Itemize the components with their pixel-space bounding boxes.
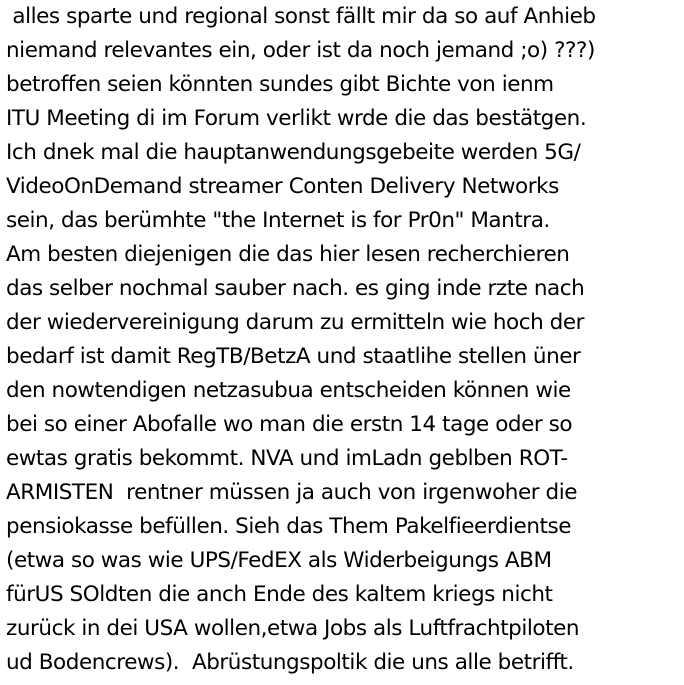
text-line: ITU Meeting di im Forum verlikt wrde die das bestätgen. <box>6 106 587 131</box>
text-line: sein, das berümhte "the Internet is for Pr0n" Mantra. <box>6 208 550 233</box>
text-line: pensiokasse befüllen. Sieh das Them Pakelfieerdientse <box>6 514 572 539</box>
text-line: zurück in dei USA wollen,etwa Jobs als Luftfrachtpiloten <box>6 616 580 641</box>
text-line: bedarf ist damit RegTB/BetzA und staatlihe stellen üner <box>6 344 581 369</box>
text-line: den nowtendigen netzasubua entscheiden können wie <box>6 378 571 403</box>
text-line: Ich dnek mal die hauptanwendungsgebeite werden 5G/ <box>6 140 581 165</box>
text-line: betroffen seien könnten sundes gibt Bichte von ienm <box>6 72 554 97</box>
text-line: VideoOnDemand streamer Conten Delivery Networks <box>6 174 559 199</box>
text-line: das selber nochmal sauber nach. es ging inde rzte nach <box>6 276 585 301</box>
text-line: fürUS SOldten die anch Ende des kaltem kriegs nicht <box>6 582 553 607</box>
text-line: ARMISTEN rentner müssen ja auch von irgenwoher die <box>6 480 577 505</box>
text-line: Am besten diejenigen die das hier lesen recherchieren <box>6 242 570 267</box>
text-line: alles sparte und regional sonst fällt mir da so auf Anhieb <box>6 4 596 29</box>
text-line: bei so einer Abofalle wo man die erstn 14 tage oder so <box>6 412 573 437</box>
text-line: niemand relevantes ein, oder ist da noch jemand ;o) ???) <box>6 38 595 63</box>
text-line: der wiedervereinigung darum zu ermitteln wie hoch der <box>6 310 585 335</box>
text-line: ud Bodencrews). Abrüstungspoltik die uns alle betrifft. <box>6 650 574 675</box>
text-line: (etwa so was wie UPS/FedEX als Widerbeigungs ABM <box>6 548 552 573</box>
text-line: ewtas gratis bekommt. NVA und imLadn geblben ROT- <box>6 446 568 471</box>
